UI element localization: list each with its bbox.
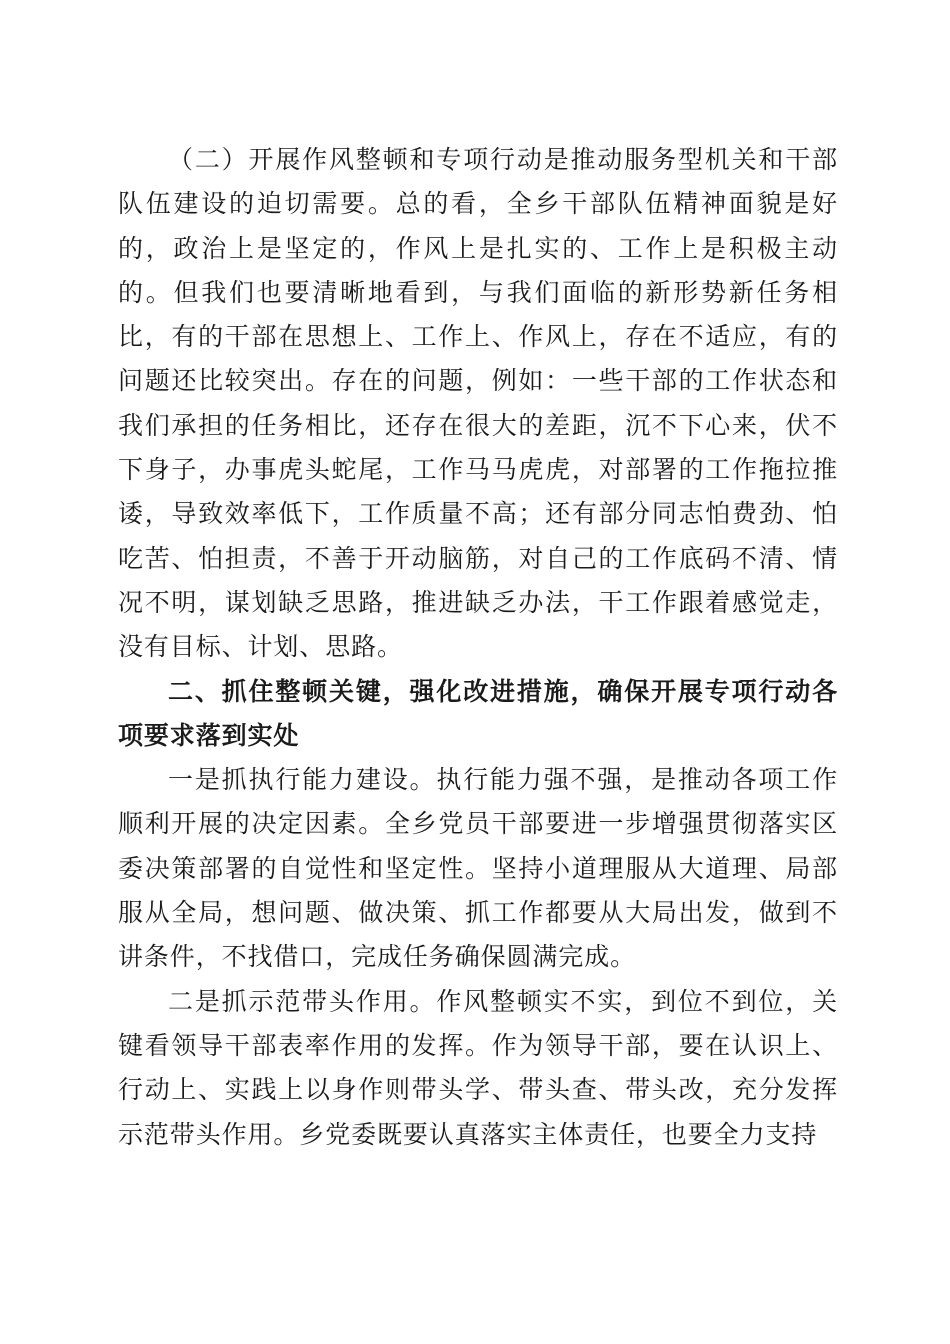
paragraph-execution-capacity: 一是抓执行能力建设。执行能力强不强，是推动各项工作顺利开展的决定因素。全乡党员干部要进一步增强贯彻落实区委决策部署的自觉性和坚定性。坚持小道理服从大道理、局部服从全局，想问题、做决策、抓工作都要从大局出发，做到不讲条件，不找借口，完成任务确保圆满完成。: [118, 765, 838, 972]
section-heading-two: 二、抓住整顿关键，强化改进措施，确保开展专项行动各项要求落到实处: [118, 676, 838, 750]
paragraph-exemplary-role: 二是抓示范带头作用。作风整顿实不实，到位不到位，关键看领导干部表率作用的发挥。作为领导干部，要在认识上、行动上、实践上以身作则带头学、带头查、带头改，充分发挥示范带头作用。乡党委既要认真落实主体责任，也要全力支持: [118, 986, 838, 1149]
paragraph-work-style-need: （二）开展作风整顿和专项行动是推动服务型机关和干部队伍建设的迫切需要。总的看，全乡干部队伍精神面貌是好的，政治上是坚定的，作风上是扎实的、工作上是积极主动的。但我们也要清晰地看到，与我们面临的新形势新任务相比，有的干部在思想上、工作上、作风上，存在不适应，有的问题还比较突出。存在的问题，例如：一些干部的工作状态和我们承担的任务相比，还存在很大的差距，沉不下心来，伏不下身子，办事虎头蛇尾，工作马马虎虎，对部署的工作拖拉推诿，导致效率低下，工作质量不高；还有部分同志怕费劲、怕吃苦、怕担责，不善于开动脑筋，对自己的工作底码不清、情况不明，谋划缺乏思路，推进缺乏办法，干工作跟着感觉走，没有目标、计划、思路。: [118, 145, 838, 662]
document-body: [118, 138, 838, 1157]
